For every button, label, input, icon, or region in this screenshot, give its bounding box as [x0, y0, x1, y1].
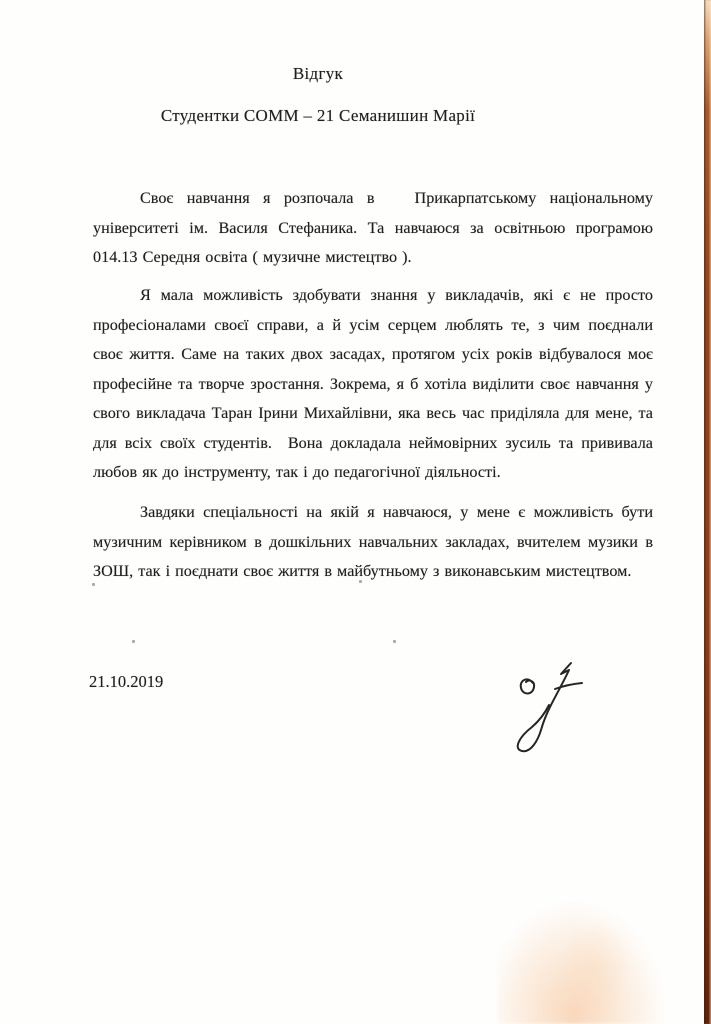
text-line: Завдяки спеціальності на якій я навчаюся, у мене є можливість бути [140, 503, 653, 521]
document-subtitle: Студентки СОММ – 21 Семанишин Марії [160, 106, 476, 125]
scan-speck [359, 580, 362, 583]
text-line: для всіх своїх студентів. Вона докладала неймовірних зусиль та прививала [93, 433, 653, 452]
paragraph [93, 184, 653, 273]
scan-book-edge [704, 0, 711, 1024]
text-line: університеті ім. Василя Стефаника. Та навчаюся за освітньою програмою [93, 218, 653, 237]
scan-smudge [560, 920, 630, 1010]
text-line: Своє навчання я розпочала в Прикарпатському національному [140, 189, 653, 207]
paragraph [93, 498, 653, 587]
text-line: музичним керівником в дошкільних навчальних закладах, вчителем музики в [93, 532, 653, 551]
text-line: Я мала можливість здобувати знання у викладачів, які є не просто [140, 286, 653, 304]
signature-image [492, 652, 602, 762]
text-line: ЗОШ, так і поєднати своє життя в майбутньому з виконавським мистецтвом. [93, 562, 632, 580]
text-line: любов як до інструменту, так і до педагогічної діяльності. [93, 463, 501, 481]
text-line: 014.13 Середня освіта ( музичне мистецтво ). [93, 248, 412, 266]
text-line: свого викладача Таран Ірини Михайлівни, яка весь час приділяла для мене, та [93, 404, 653, 422]
text-line: своє життя. Саме на таких двох засадах, протягом усіх років відбувалося моє [93, 345, 653, 363]
text-line: професіоналами своєї справи, а й усім серцем люблять те, з чим поєднали [93, 315, 653, 334]
scan-speck [393, 640, 396, 643]
text-line: професійне та творче зростання. Зокрема, я б хотіла виділити своє навчання у [93, 374, 653, 393]
scan-speck [132, 640, 135, 643]
date-label: 21.10.2019 [89, 672, 164, 691]
document-title: Відгук [292, 64, 344, 83]
paragraph [93, 281, 653, 488]
scan-speck [92, 583, 95, 586]
